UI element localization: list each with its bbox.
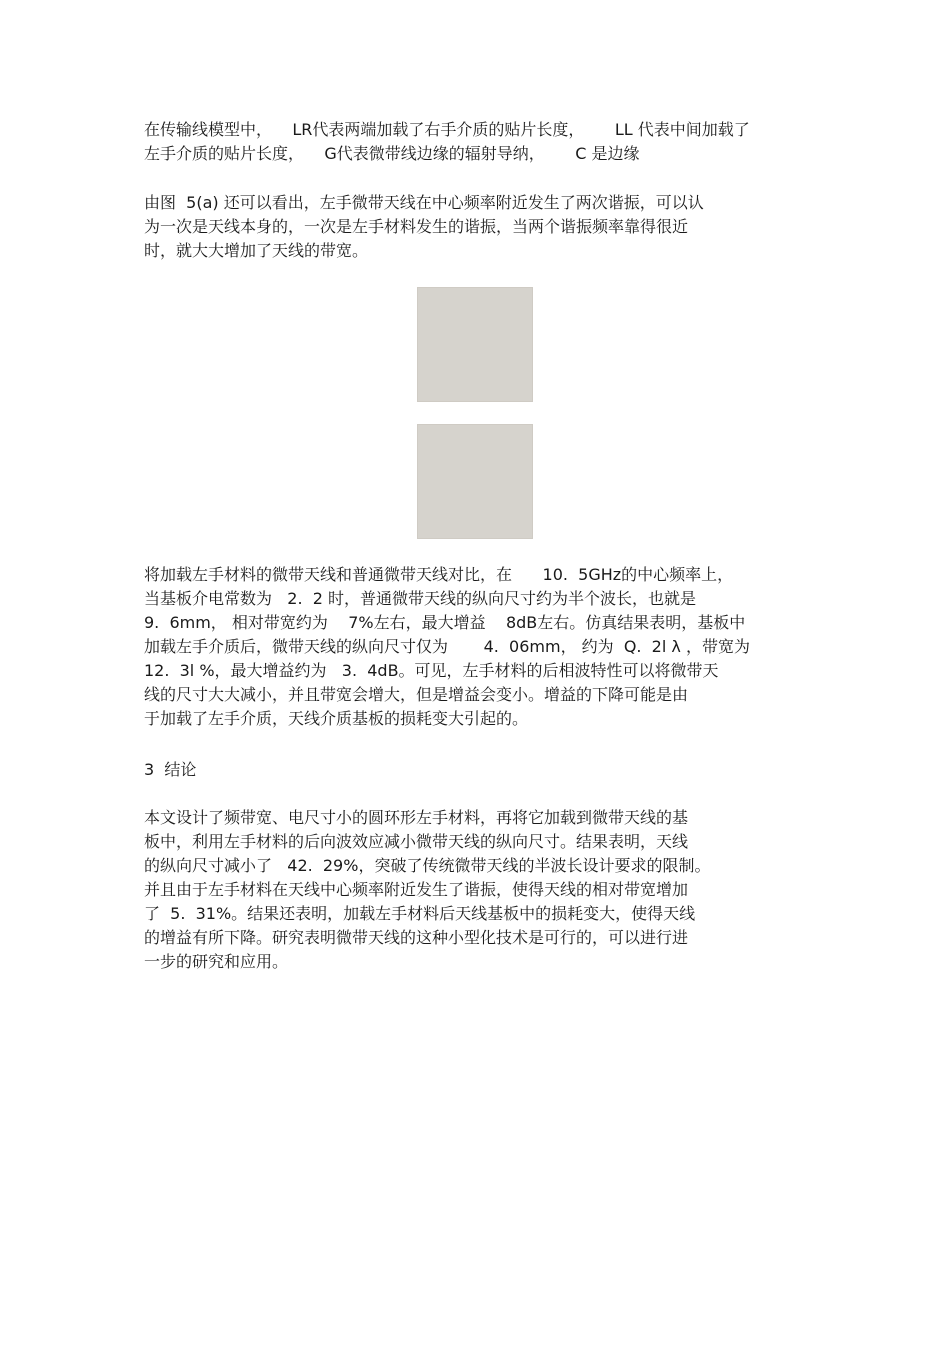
section-heading-text: 3 结论: [144, 760, 197, 779]
paragraph-resonance: [144, 191, 704, 263]
text-line: 的纵向尺寸减小了 42. 29%，突破了传统微带天线的半波长设计要求的限制。: [144, 856, 711, 875]
text-line: 由图 5(a) 还可以看出，左手微带天线在中心频率附近发生了两次谐振，可以认: [144, 193, 704, 212]
text-line: 了 5. 31%。结果还表明，加载左手材料后天线基板中的损耗变大，使得天线: [144, 904, 696, 923]
text-line: 将加载左手材料的微带天线和普通微带天线对比，在 10. 5GHz的中心频率上，: [144, 565, 734, 584]
text-line: 并且由于左手材料在天线中心频率附近发生了谐振，使得天线的相对带宽增加: [144, 880, 689, 899]
paragraph-comparison: [144, 563, 750, 731]
paragraph-conclusion: [144, 806, 710, 974]
section-heading: [144, 758, 196, 782]
text-line: 9. 6mm， 相对带宽约为 7%左右，最大增益 8dB左右。仿真结果表明，基板中: [144, 613, 746, 632]
figure-image-top: [417, 287, 533, 402]
text-line: 加载左手介质后，微带天线的纵向尺寸仅为 4. 06mm， 约为 Q. 2l λ ，带宽为: [144, 637, 750, 656]
text-line: 时，就大大增加了天线的带宽。: [144, 241, 369, 260]
text-line: 12. 3l %，最大增益约为 3. 4dB。可见，左手材料的后相波特性可以将微带天: [144, 661, 719, 680]
text-line: 在传输线模型中， LR代表两端加载了右手介质的贴片长度， LL 代表中间加载了: [144, 120, 750, 139]
text-line: 一步的研究和应用。: [144, 952, 289, 971]
text-line: 板中，利用左手材料的后向波效应减小微带天线的纵向尺寸。结果表明，天线: [144, 832, 689, 851]
text-line: 的增益有所下降。研究表明微带天线的这种小型化技术是可行的，可以进行进: [144, 928, 689, 947]
text-line: 为一次是天线本身的，一次是左手材料发生的谐振，当两个谐振频率靠得很近: [144, 217, 689, 236]
text-line: 左手介质的贴片长度， G代表微带线边缘的辐射导纳， C 是边缘: [144, 144, 640, 163]
text-line: 线的尺寸大大减小，并且带宽会增大，但是增益会变小。增益的下降可能是由: [144, 685, 689, 704]
figure-image-bottom: [417, 424, 533, 539]
paragraph-transmission-line-model: [144, 118, 750, 166]
text-line: 本文设计了频带宽、电尺寸小的圆环形左手材料，再将它加载到微带天线的基: [144, 808, 689, 827]
text-line: 于加载了左手介质，天线介质基板的损耗变大引起的。: [144, 709, 529, 728]
text-line: 当基板介电常数为 2. 2 时，普通微带天线的纵向尺寸约为半个波长，也就是: [144, 589, 696, 608]
